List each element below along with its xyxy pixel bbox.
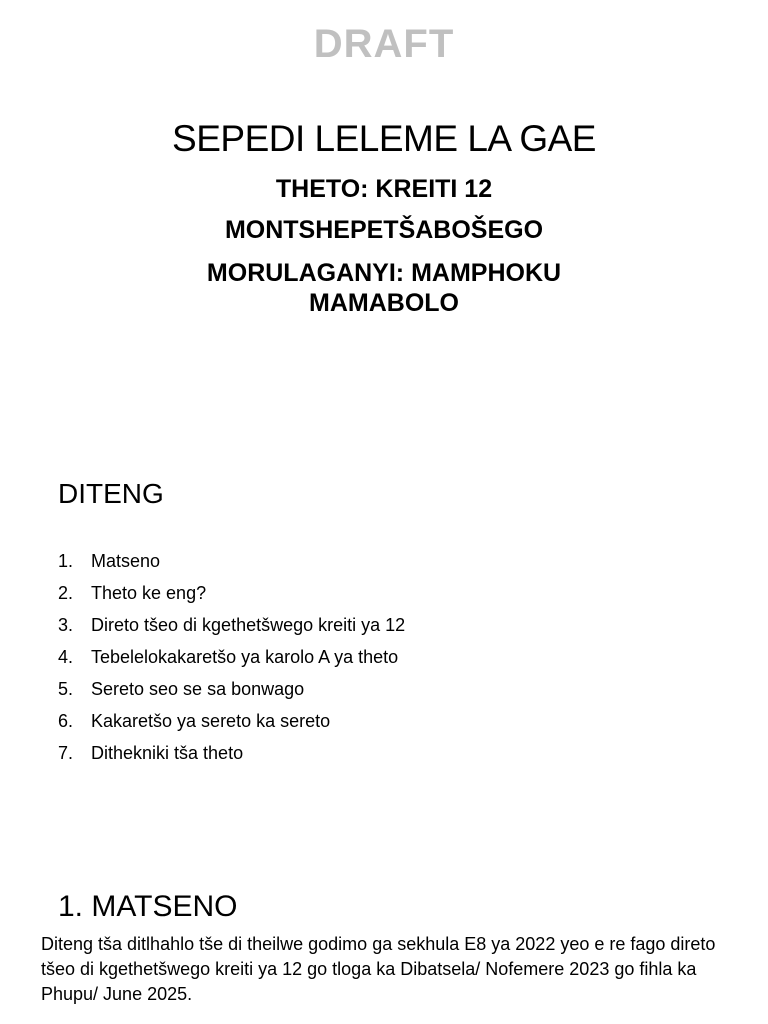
toc-item (58, 577, 405, 609)
table-of-contents (58, 545, 405, 769)
subtitle-section: MONTSHEPETŠABOŠEGO (224, 216, 544, 244)
toc-item-text: Theto ke eng? (91, 583, 207, 603)
toc-heading: DITENG (58, 478, 164, 509)
toc-item-text: Direto tšeo di kgethetšwego kreiti ya 12 (91, 615, 406, 635)
toc-item (58, 737, 405, 769)
toc-item (58, 609, 405, 641)
toc-item-text: Tebelelokakaretšo ya karolo A ya theto (91, 647, 399, 667)
document-title: SEPEDI LELEME LA GAE (172, 118, 596, 159)
section-heading: 1. MATSENO (58, 890, 238, 923)
toc-item-number: 5. (58, 679, 74, 699)
toc-item-number: 1. (58, 551, 74, 571)
toc-item-number: 3. (58, 615, 74, 635)
toc-item-number: 4. (58, 647, 74, 667)
toc-item-text: Matseno (91, 551, 161, 571)
toc-item (58, 545, 405, 577)
toc-item-text: Kakaretšo ya sereto ka sereto (91, 711, 331, 731)
toc-item (58, 705, 405, 737)
toc-item-text: Sereto seo se sa bonwago (91, 679, 305, 699)
toc-item (58, 641, 405, 673)
toc-item-number: 6. (58, 711, 74, 731)
subtitle-author: MORULAGANYI: MAMPHOKU MAMABOLO (206, 259, 562, 317)
toc-item-number: 2. (58, 583, 74, 603)
toc-item (58, 673, 405, 705)
draft-watermark: DRAFT (313, 22, 455, 66)
subtitle-subject: THETO: KREITI 12 (275, 175, 493, 203)
section-paragraph: Diteng tša ditlhahlo tše di theilwe godimo ga sekhula E8 ya 2022 yeo e re fago direto tšeo di kgethetšwego kreiti ya 12 go tloga ka Dibatsela/ Nofemere 2023 go fihla ka Phupu/ June 2025. (41, 934, 716, 1004)
toc-item-text: Dithekniki tša theto (91, 743, 244, 763)
toc-item-number: 7. (58, 743, 74, 763)
